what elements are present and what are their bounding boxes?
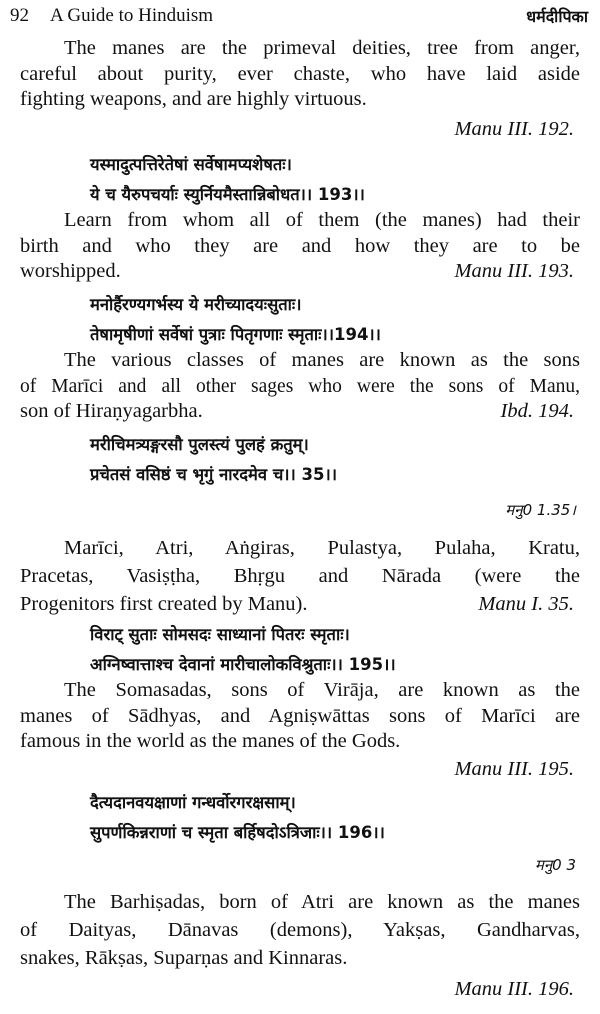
paragraph-line: The various classes of manes are known as the sons [64,349,580,371]
citation-ref: Manu III. 192. [454,118,574,140]
paragraph-line: son of Hiraṇyagarbha. Ibd. 194. [20,399,580,425]
sanskrit-verse-4 [90,620,500,680]
paragraph-2 [20,208,580,285]
paragraph-line: birth and who they are and how they are to be [20,234,580,257]
paragraph-line: Marīci, Atri, Aṅgiras, Pulastya, Pulaha, Kratu, [64,537,580,559]
paragraph-line: worshipped. Manu III. 193. [20,259,580,285]
running-header [10,5,588,27]
verse-line: सुपर्णकिन्नराणां च स्मृता बर्हिषदोऽत्रिजाः।। 196।। [90,823,385,842]
sanskrit-reference: मनु0 3 [534,856,576,874]
paragraph-3 [20,348,580,425]
paragraph-line: famous in the world as the manes of the Gods. [20,730,401,752]
paragraph-5 [20,678,580,755]
citation-ref: Manu III. 195. [454,758,574,780]
verse-line: मनोर्हैरण्यगर्भस्य ये मरीच्यादयःसुताः। [90,295,302,314]
citation-ref: Manu III. 196. [454,978,574,1000]
sanskrit-verse-5 [90,788,500,848]
verse-line: ये च यैरुपचर्याः स्युर्नियमैस्तान्निबोधत।। 193।। [90,185,365,204]
verse-line: मरीचिमत्र्यङ्गरसौ पुलस्त्यं पुलहं क्रतुम्। [90,435,309,454]
verse-line: तेषामृषीणां सर्वेषां पुत्राः पितृगणाः स्मृताः।।194।। [90,325,381,344]
citation-ref: Ibd. 194. [500,400,574,422]
verse-line: अग्निष्वात्ताश्च देवानां मारीचालोकविश्रुताः।। 195।। [90,655,396,674]
paragraph-line: of Marīci and all other sages who were the sons of Manu, [20,375,580,397]
book-title: A Guide to Hinduism [50,5,214,26]
sanskrit-verse-2 [90,290,500,350]
paragraph-line: The Barhiṣadas, born of Atri are known as the manes [64,891,580,913]
sanskrit-reference: मनु0 1.35। [505,501,576,519]
paragraph-4 [20,534,580,618]
paragraph-line: careful about purity, ever chaste, who have laid aside [20,62,580,85]
verse-line: दैत्यदानवयक्षाणां गन्धर्वोरगरक्षसाम्। [90,793,296,812]
paragraph-line: fighting weapons, and are highly virtuous. [20,88,367,110]
paragraph-line: Progenitors first created by Manu). Manu I. 35. [20,590,580,618]
devanagari-title: धर्मदीपिका [526,7,588,26]
page-number: 92 [10,5,29,26]
citation-ref: Manu I. 35. [478,593,574,615]
paragraph-line: The manes are the primeval deities, tree from anger, [64,37,580,59]
sanskrit-verse-3 [90,430,500,490]
verse-line: प्रचेतसं वसिष्ठं च भृगुं नारदमेव च।। 35।। [90,465,338,484]
verse-line: यस्मादुत्पत्तिरेतेषां सर्वेषामप्यशेषतः। [90,155,292,174]
paragraph-line: snakes, Rākṣas, Suparṇas and Kinnaras. [20,947,348,969]
verse-line: विराट् सुताः सोमसदः साध्यानां पितरः स्मृताः। [90,625,350,644]
paragraph-line: Pracetas, Vasiṣṭha, Bhṛgu and Nārada (were the [20,565,580,587]
paragraph-line: Learn from whom all of them (the manes) had their [64,209,580,231]
citation-ref: Manu III. 193. [454,260,574,282]
paragraph-1 [20,36,580,113]
paragraph-6 [20,888,580,972]
paragraph-line: of Daityas, Dānavas (demons), Yakṣas, Gandharvas, [20,919,580,941]
sanskrit-verse-1 [90,150,500,210]
paragraph-line: The Somasadas, sons of Virāja, are known as the [64,679,580,701]
paragraph-line: manes of Sādhyas, and Agniṣwāttas sons of Marīci are [20,704,580,727]
